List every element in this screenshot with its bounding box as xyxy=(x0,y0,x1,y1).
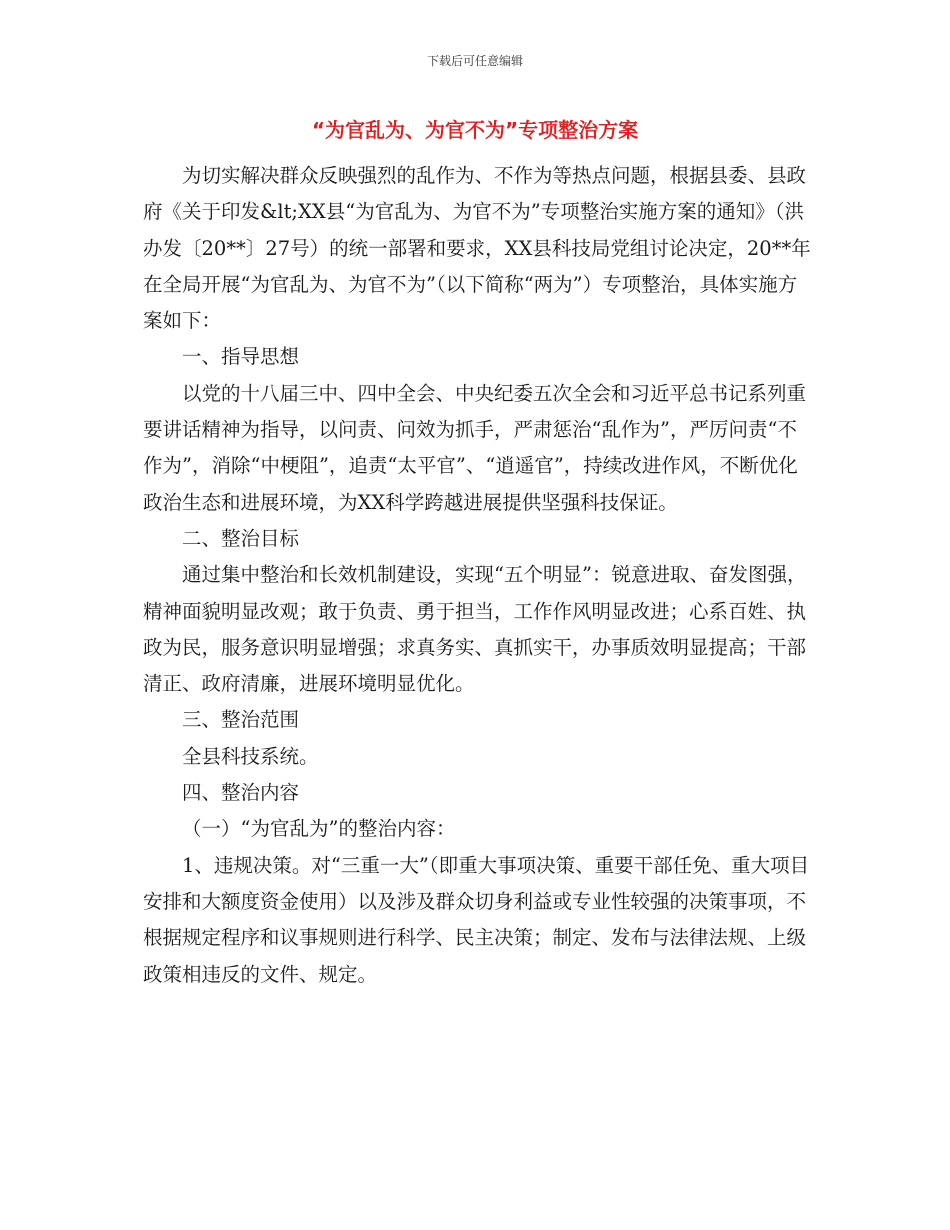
section-heading-goals: 二、整治目标 xyxy=(182,526,300,550)
document-body xyxy=(143,158,813,993)
content-item-1: 1、违规决策。对“三重一大”（即重大事项决策、重要干部任免、重大项目安排和大额度资金使用）以及涉及群众切身利益或专业性较强的决策事项，不根据规定程序和议事规则进行科学、民主决策；制定、发布与法律法规、上级政策相违反的文件、规定。 xyxy=(143,853,810,986)
subsection-heading: （一）“为官乱为”的整治内容： xyxy=(182,817,456,841)
section-heading-content: 四、整治内容 xyxy=(182,781,300,805)
document-title: “为官乱为、为官不为”专项整治方案 xyxy=(311,118,639,142)
header-note: 下载后可任意编辑 xyxy=(426,54,523,68)
goals-paragraph: 通过集中整治和长效机制建设，实现“五个明显”：锐意进取、奋发图强，精神面貌明显改观；敢于负责、勇于担当，工作作风明显改进；心系百姓、执政为民，服务意识明显增强；求真务实、真抓实干，办事质效明显提高；干部清正、政府清廉，进展环境明显优化。 xyxy=(143,563,807,696)
section-heading-scope: 三、整治范围 xyxy=(182,708,300,732)
scope-paragraph: 全县科技系统。 xyxy=(182,744,319,768)
guiding-thought-paragraph: 以党的十八届三中、四中全会、中央纪委五次全会和习近平总书记系列重要讲话精神为指导，以问责、问效为抓手，严肃惩治“乱作为”，严厉问责“不作为”，消除“中梗阻”，追责“太平官”、“逍遥官”，持续改进作风，不断优化政治生态和进展环境，为XX科学跨越进展提供坚强科技保证。 xyxy=(143,381,807,514)
intro-paragraph: 为切实解决群众反映强烈的乱作为、不作为等热点问题，根据县委、县政府《关于印发&lt;XX县“为官乱为、为官不为”专项整治实施方案的通知》（洪办发〔20**〕27号）的统一部署和要求，XX县科技局党组讨论决定，20**年在全局开展“为官乱为、为官不为”（以下简称“两为”）专项整治，具体实施方案如下： xyxy=(143,164,811,333)
section-heading-guiding-thought: 一、指导思想 xyxy=(182,345,300,369)
